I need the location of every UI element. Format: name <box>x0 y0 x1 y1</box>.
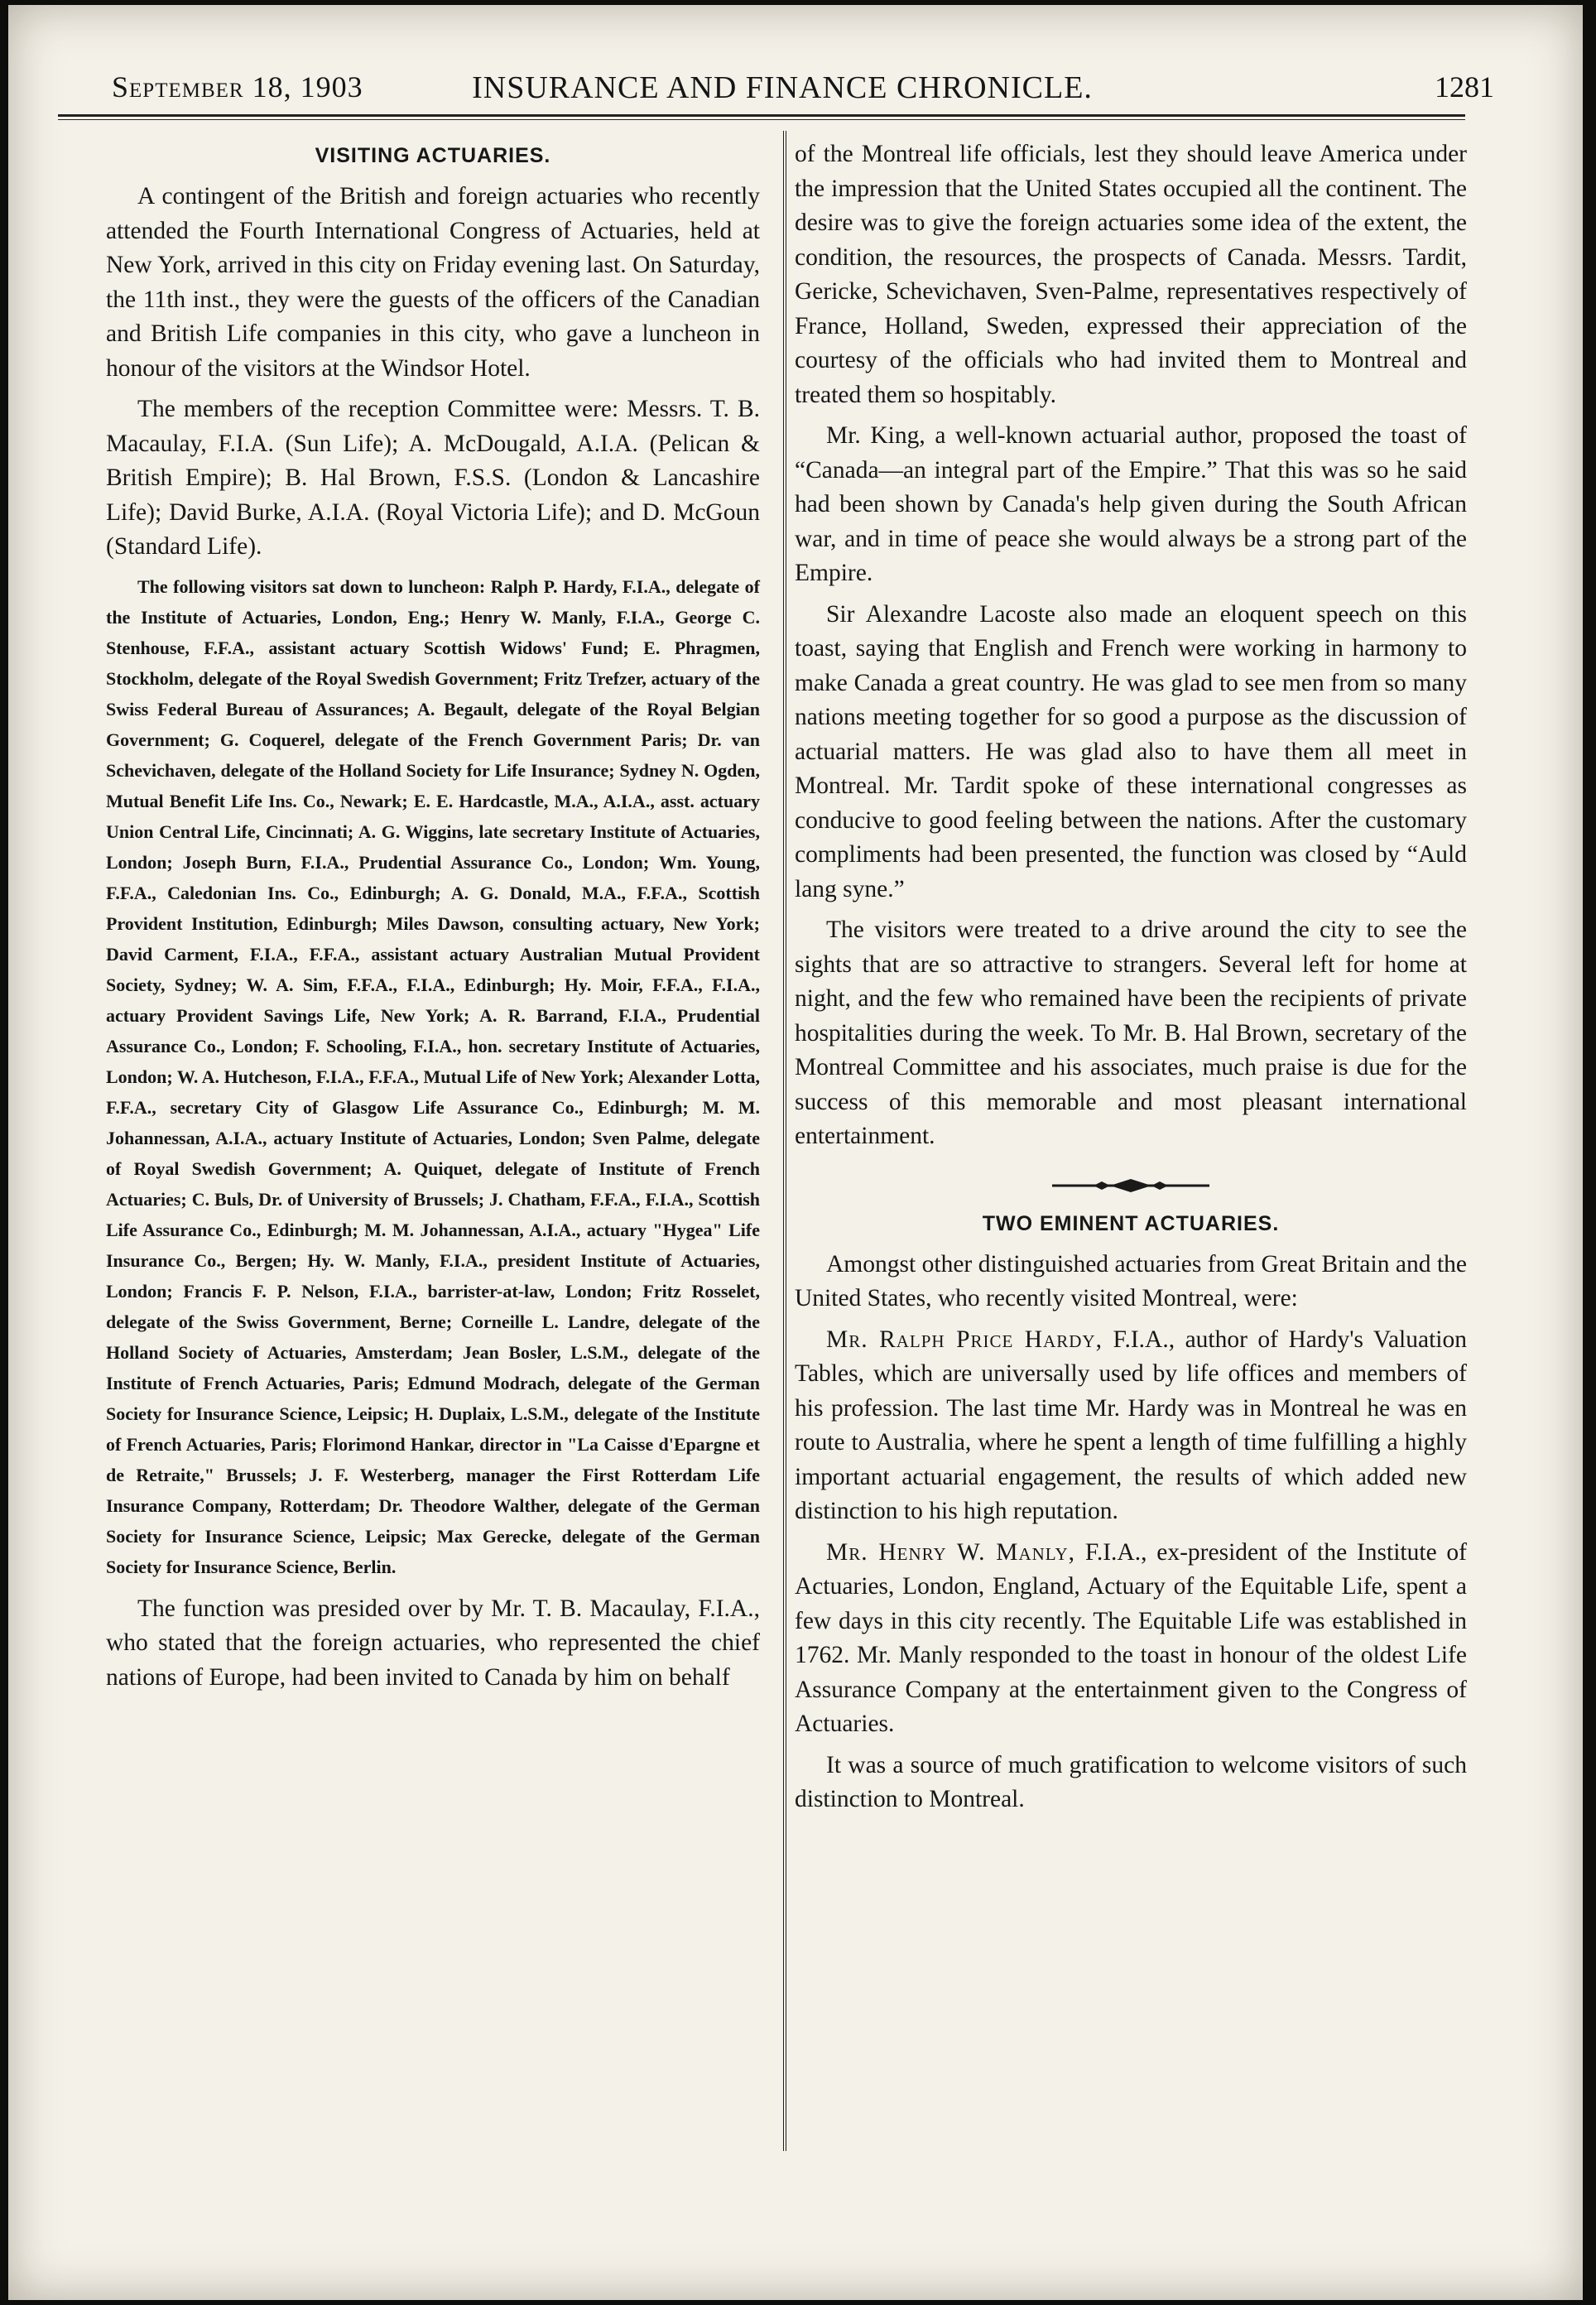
right-column <box>795 137 1467 1824</box>
ornament-divider-icon <box>1052 1177 1209 1194</box>
paragraph: The function was presided over by Mr. T. B. Macaulay, F.I.A., who stated that the foreign actuaries, who represented the chief nations of Europe, had been invited to Canada by him on behalf <box>106 1595 760 1691</box>
paragraph: Sir Alexandre Lacoste also made an eloquent speech on this toast, saying that English and French were working in harmony to make Canada a great country. He was glad to see men from so many nations meeting together for so good a purpose as the discussion of actuarial matters. He was glad also to have them all meet in Montreal. Mr. Tardit spoke of these international congresses as conducive to good feeling between the nations. After the customary compliments had been presented, the function was closed by “Auld lang syne.” <box>795 600 1467 902</box>
name-henry-w-manly: Mr. Henry W. Manly, <box>826 1538 1076 1566</box>
paragraph: Mr. King, a well-known actuarial author, proposed the toast of “Canada—an integral part of the Empire.” That this was so he said had been shown by Canada's help given during the South African war, and in time of peace she would always be a strong part of the Empire. <box>795 422 1467 586</box>
paragraph: The members of the reception Committee were: Messrs. T. B. Macaulay, F.I.A. (Sun Life); A. McDougald, A.I.A. (Pelican & British Empire); B. Hal Brown, F.S.S. (London & Lancashire Life); David Burke, A.I.A. (Royal Victoria Life); and D. McGoun (Standard Life). <box>106 396 760 560</box>
article-body-two-eminent <box>795 1248 1467 1817</box>
manly-text: F.I.A., ex-president of the Institute of Actuaries, London, England, Actuary of the Equitable Life, spent a few days in this city recently. The Equitable Life was established in 1762. Mr. Manly responded to the toast in honour of the oldest Life Assurance Company at the entertainment given to the Congress of Actuaries. <box>795 1538 1468 1737</box>
paragraph: It was a source of much gratification to welcome visitors of such distinction to Montreal. <box>795 1751 1467 1812</box>
paragraph: Amongst other distinguished actuaries from Great Britain and the United States, who recently visited Montreal, were: <box>795 1250 1467 1311</box>
article-heading-visiting-actuaries: VISITING ACTUARIES. <box>315 144 551 167</box>
paragraph: The visitors were treated to a drive around the city to see the sights that are so attractive to strangers. Several left for home at night, and the few who remained have been the recipients of private hospitalities during the week. To Mr. B. Hal Brown, secretary of the Montreal Committee and his associates, much praise is due for the success of this memorable and most pleasant international entertainment. <box>795 917 1467 1149</box>
paragraph: of the Montreal life officials, lest they should leave America under the impression that the United States occupied all the continent. The desire was to give the foreign actuaries some idea of the extent, the condition, the resources, the prospects of Canada. Messrs. Tardit, Gericke, Schevichaven, Sven-Palme, representatives respectively of France, Holland, Sweden, expressed their appreciation of the courtesy of the officials who had invited them to Montreal and treated them so hospitably. <box>795 141 1467 408</box>
hardy-text: F.I.A., author of Hardy's Valuation Tables, which are universally used by life offices and members of his profession. The last time Mr. Hardy was in Montreal he was en route to Australia, where he spent a length of time fulfilling a highly important actuarial engagement, the results of which added new distinction to his high reputation. <box>795 1326 1467 1524</box>
paragraph: A contingent of the British and foreign actuaries who recently attended the Fourth International Congress of Actuaries, held at New York, arrived in this city on Friday evening last. On Saturday, the 11th inst., they were the guests of the officers of the Canadian and British Life companies in this city, who gave a luncheon in honour of the visitors at the Windsor Hotel. <box>106 183 760 382</box>
article-continuation <box>795 137 1467 1154</box>
left-column <box>106 137 760 1701</box>
section-ornament <box>795 1177 1467 1194</box>
visitors-list-block <box>106 571 760 1582</box>
visitors-list: The following visitors sat down to luncheon: Ralph P. Hardy, F.I.A., delegate of the Institute of Actuaries, London, Eng.; Henry W. Manly, F.I.A., George C. Stenhouse, F.F.A., assistant actuary Scottish Widows' Fund; E. Phragmen, Stockholm, delegate of the Royal Swedish Government; Fritz Trefzer, actuary of the Swiss Federal Bureau of Assurances; A. Begault, delegate of the Royal Belgian Government; G. Coquerel, delegate of the French Government Paris; Dr. van Schevichaven, delegate of the Holland Society for Life Insurance; Sydney N. Ogden, Mutual Benefit Life Ins. Co., Newark; E. E. Hardcastle, M.A., A.I.A., asst. actuary Union Central Life, Cincinnati; A. G. Wiggins, late secretary Institute of Actuaries, London; Joseph Burn, F.I.A., Prudential Assurance Co., London; Wm. Young, F.F.A., Caledonian Ins. Co., Edinburgh; A. G. Donald, M.A., F.F.A., Scottish Provident Institution, Edinburgh; Miles Dawson, consulting actuary, New York; David Carment, F.I.A., F.F.A., assistant actuary Australian Mutual Provident Society, Sydney; W. A. Sim, F.F.A., F.I.A., Edinburgh; Hy. Moir, F.F.A., F.I.A., actuary Provident Savings Life, New York; A. R. Barrand, F.I.A., Prudential Assurance Co., London; F. Schooling, F.I.A., hon. secretary Institute of Actuaries, London; W. A. Hutcheson, F.I.A., F.F.A., Mutual Life of New York; Alexander Lotta, F.F.A., secretary City of Glasgow Life Assurance Co., Edinburgh; M. M. Johannessan, A.I.A., actuary Institute of Actuaries, London; Sven Palme, delegate of Royal Swedish Government; A. Quiquet, delegate of Institute of French Actuaries; C. Buls, Dr. of University of Brussels; J. Chatham, F.F.A., F.I.A., Scottish Life Assurance Co., Edinburgh; M. M. Johannessan, A.I.A., actuary "Hygea" Life Insurance Co., Bergen; Hy. W. Manly, F.I.A., president Institute of Actuaries, London; Francis F. P. Nelson, F.I.A., barrister-at-law, London; Fritz Rosselet, delegate of the Swiss Government, Berne; Corneille L. Landre, delegate of the Holland Society of Actuaries, Amsterdam; Jean Bosler, L.S.M., delegate of the Institute of French Actuaries, Paris; Edmund Modrach, delegate of the German Society for Insurance Science, Leipsic; H. Duplaix, L.S.M., delegate of the Institute of French Actuaries, Paris; Florimond Hankar, director in "La Caisse d'Epargne et de Retraite," Brussels; J. F. Westerberg, manager the First Rotterdam Life Insurance Company, Rotterdam; Dr. Theodore Walther, delegate of the German Society for Insurance Science, Leipsic; Max Gerecke, delegate of the German Society for Insurance Science, Berlin. <box>106 575 760 1577</box>
article-body-large <box>106 1592 760 1696</box>
page-header <box>87 70 1494 119</box>
article-heading-two-eminent-actuaries: TWO EMINENT ACTUARIES. <box>982 1211 1280 1235</box>
header-date: September 18, 1903 <box>112 70 363 103</box>
paragraph-hardy <box>795 1323 1467 1529</box>
page-number: 1281 <box>1435 70 1494 103</box>
header-rule <box>58 114 1465 120</box>
article-body-large <box>106 180 760 565</box>
publication-title: INSURANCE AND FINANCE CHRONICLE. <box>472 70 1093 105</box>
name-ralph-price-hardy: Mr. Ralph Price Hardy, <box>826 1326 1103 1353</box>
column-divider <box>783 131 786 2151</box>
paragraph-manly <box>795 1536 1467 1742</box>
newspaper-page <box>8 5 1583 2300</box>
